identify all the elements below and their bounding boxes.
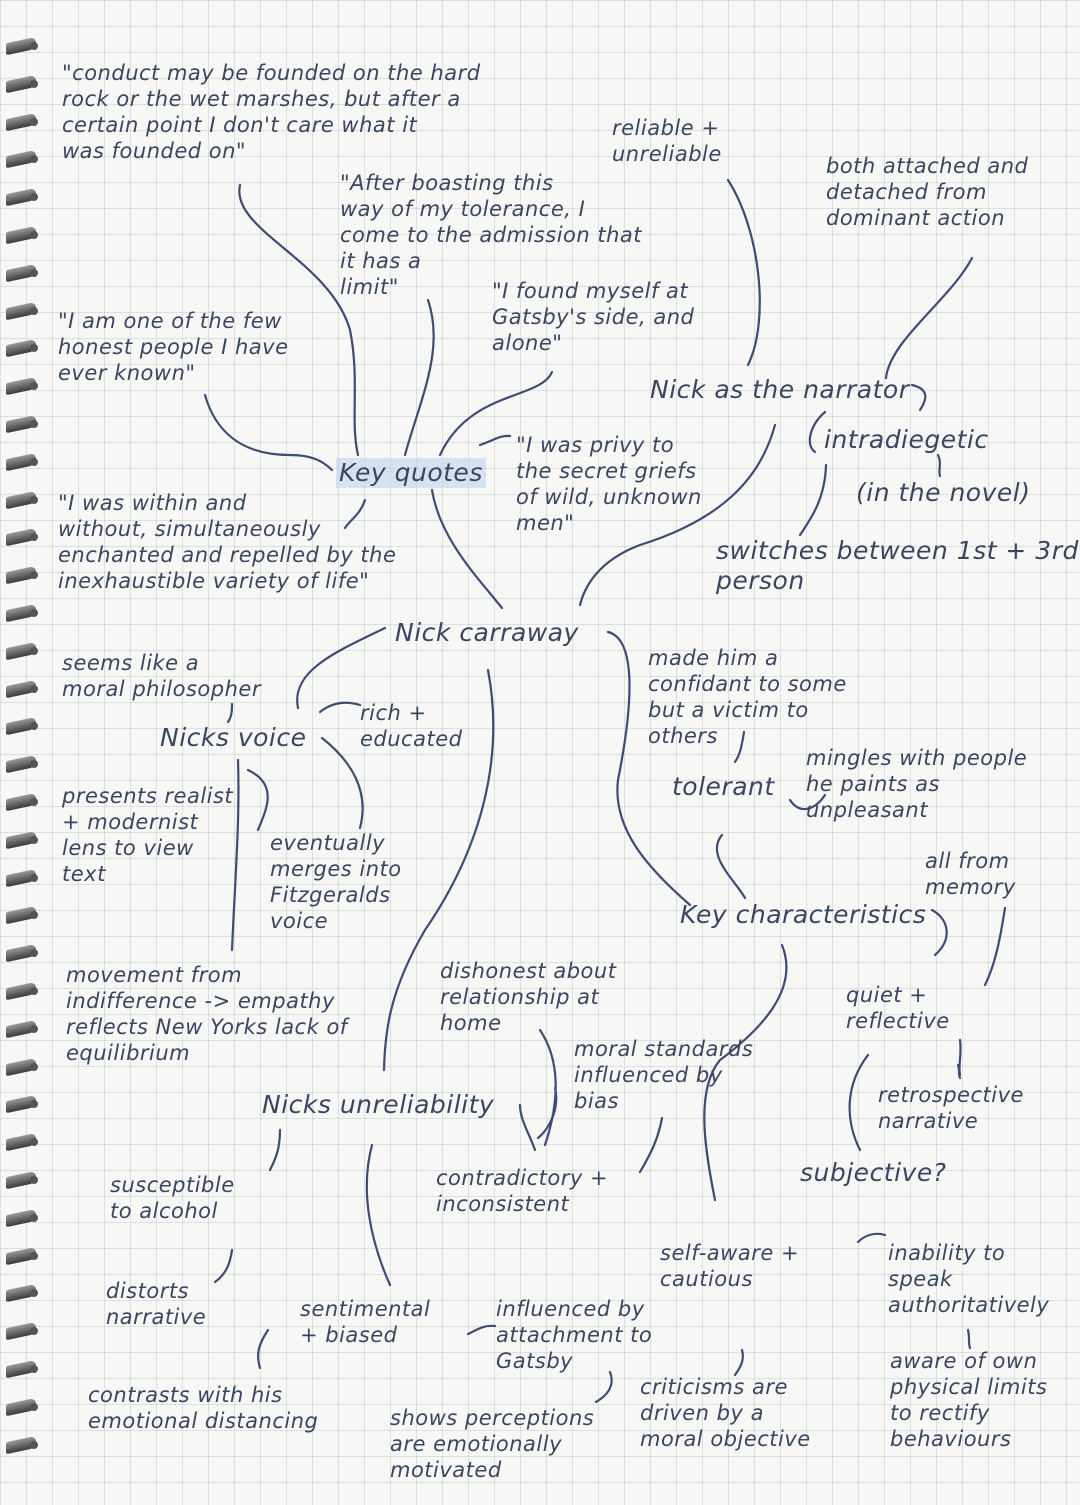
nick-as-narrator: Nick as the narrator bbox=[650, 375, 910, 404]
line-narrator-brace bbox=[912, 385, 925, 410]
rich-educated: rich + educated bbox=[360, 701, 463, 751]
moral-philosopher: seems like a moral philosopher bbox=[62, 651, 261, 701]
line-moral-standards bbox=[640, 1118, 662, 1172]
nicks-unreliability: Nicks unreliability bbox=[262, 1090, 495, 1119]
reliable-unreliable: reliable + unreliable bbox=[612, 116, 722, 166]
line-memory bbox=[985, 908, 1005, 985]
switches-person: switches between 1st + 3rd person bbox=[716, 536, 1079, 595]
line-contrasts bbox=[258, 1330, 268, 1368]
tolerant: tolerant bbox=[672, 772, 775, 801]
line-in-novel bbox=[938, 455, 940, 476]
line-voice-realist bbox=[248, 770, 268, 830]
key-quotes: Key quotes bbox=[336, 458, 486, 488]
inability-speak: inability to speak authoritatively bbox=[888, 1241, 1050, 1317]
contradictory-inconsistent: contradictory + inconsistent bbox=[436, 1166, 609, 1216]
line-voice-merges bbox=[322, 738, 363, 828]
quote-privy: "I was privy to the secret griefs of wild, unknown men" bbox=[516, 433, 702, 535]
sentimental-biased: sentimental + biased bbox=[300, 1297, 431, 1347]
line-intradiegetic bbox=[810, 412, 825, 452]
line-aware-limits bbox=[968, 1330, 970, 1348]
contrasts-distancing: contrasts with his emotional distancing bbox=[88, 1383, 319, 1433]
quote-honest: "I am one of the few honest people I have ever known" bbox=[58, 309, 289, 385]
mingles-people: mingles with people he paints as unpleasant bbox=[806, 746, 1028, 822]
line-tolerant-char bbox=[717, 835, 745, 898]
line-self-aware bbox=[735, 1350, 743, 1375]
line-rich bbox=[320, 703, 360, 712]
line-perceptions bbox=[596, 1372, 612, 1402]
realist-modernist: presents realist + modernist lens to view text bbox=[62, 784, 234, 886]
perceptions-emotional: shows perceptions are emotionally motivated bbox=[390, 1406, 595, 1482]
line-boasting bbox=[405, 300, 434, 455]
line-switches bbox=[800, 465, 826, 535]
aware-physical-limits: aware of own physical limits to rectify behaviours bbox=[890, 1349, 1048, 1451]
line-philosopher bbox=[228, 704, 232, 722]
nick-carraway-central: Nick carraway bbox=[395, 618, 579, 647]
subjective: subjective? bbox=[800, 1158, 947, 1187]
confidant-victim: made him a confidant to some but a victim to others bbox=[648, 646, 847, 748]
attachment-gatsby: influenced by attachment to Gatsby bbox=[496, 1297, 653, 1373]
self-aware-cautious: self-aware + cautious bbox=[660, 1241, 800, 1291]
quote-within: "I was within and without, simultaneously enchanted and repelled by the inexhaustible variety of life" bbox=[58, 491, 397, 593]
movement-empathy: movement from indifference -> empathy reflects New Yorks lack of equilibrium bbox=[66, 963, 348, 1065]
line-honest bbox=[205, 395, 332, 470]
line-retro bbox=[958, 1065, 960, 1078]
line-sentimental bbox=[367, 1145, 390, 1285]
line-voice-central bbox=[297, 628, 385, 708]
line-distorts bbox=[215, 1250, 232, 1282]
quote-boasting: "After boasting this way of my tolerance, I come to the admission that it has a limit" bbox=[340, 171, 643, 299]
line-attached bbox=[886, 258, 972, 378]
quote-conduct: "conduct may be founded on the hard rock or the wet marshes, but after a certain point I don't care what it was founded on" bbox=[62, 61, 481, 163]
line-inability bbox=[858, 1234, 885, 1242]
attached-detached: both attached and detached from dominant action bbox=[826, 154, 1029, 230]
line-privy bbox=[480, 436, 510, 445]
line-reliable bbox=[728, 180, 760, 365]
all-from-memory: all from memory bbox=[925, 849, 1016, 899]
dishonest-home: dishonest about relationship at home bbox=[440, 959, 617, 1035]
susceptible-alcohol: susceptible to alcohol bbox=[110, 1173, 235, 1223]
quiet-reflective: quiet + reflective bbox=[846, 983, 950, 1033]
intradiegetic: intradiegetic bbox=[824, 425, 989, 454]
line-quotes-central bbox=[432, 490, 502, 608]
nicks-voice: Nicks voice bbox=[160, 723, 307, 752]
in-the-novel: (in the novel) bbox=[856, 478, 1031, 507]
line-subjective bbox=[850, 1055, 868, 1150]
criticisms-moral: criticisms are driven by a moral objective bbox=[640, 1375, 811, 1451]
distorts-narrative: distorts narrative bbox=[106, 1279, 207, 1329]
moral-standards-bias: moral standards influenced by bias bbox=[574, 1037, 754, 1113]
line-attachment bbox=[468, 1326, 495, 1334]
retrospective-narrative: retrospective narrative bbox=[878, 1083, 1024, 1133]
line-contradictory bbox=[520, 1105, 535, 1150]
line-alcohol bbox=[270, 1130, 280, 1170]
line-unrel-brace bbox=[538, 1088, 556, 1138]
key-characteristics: Key characteristics bbox=[680, 900, 927, 929]
quote-gatsby-side: "I found myself at Gatsby's side, and alone" bbox=[492, 279, 695, 355]
merges-fitzgerald: eventually merges into Fitzgeralds voice bbox=[270, 831, 402, 933]
line-char-brace bbox=[932, 910, 947, 955]
